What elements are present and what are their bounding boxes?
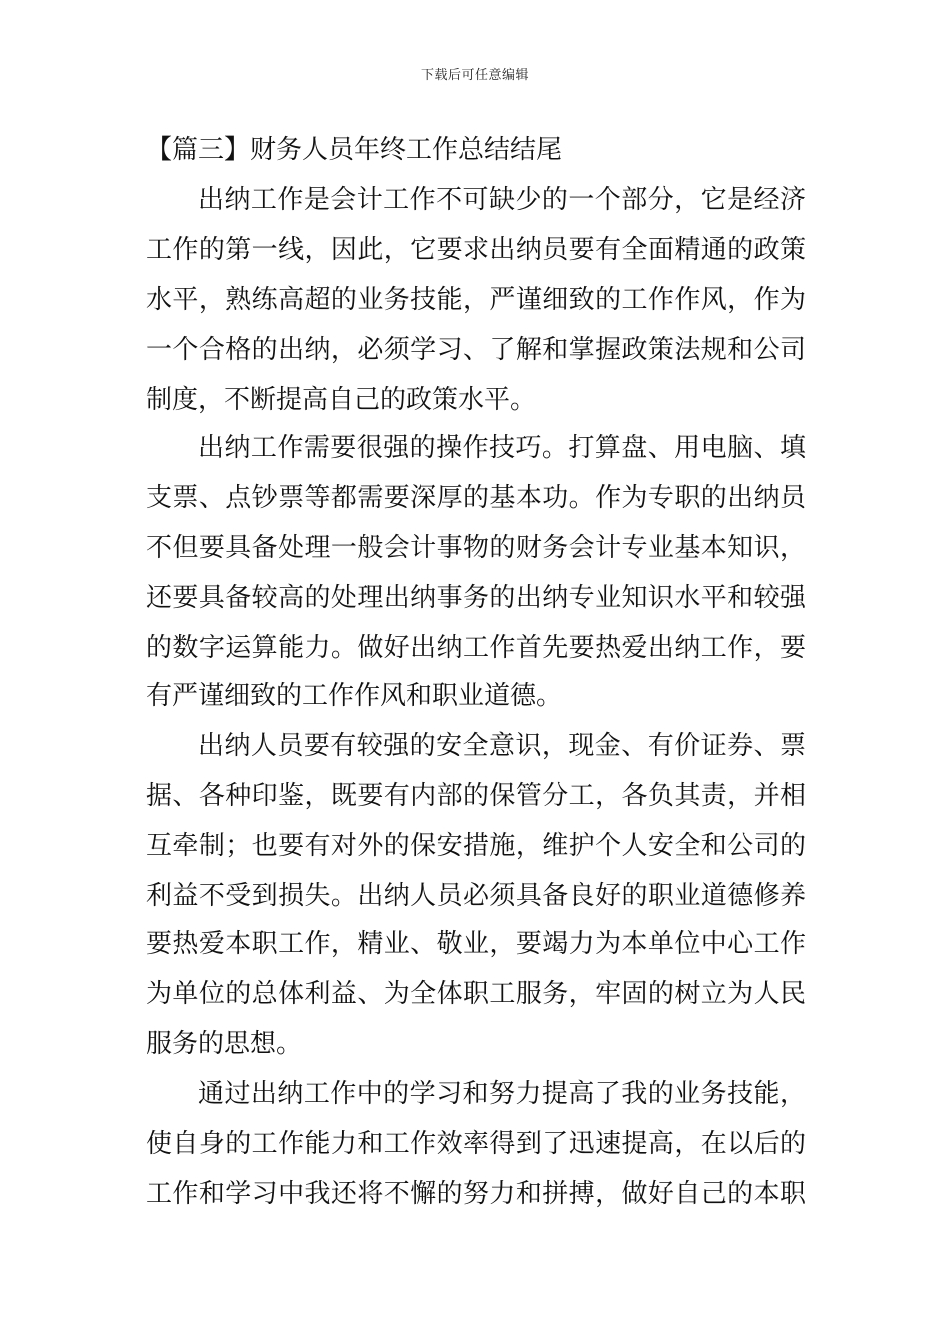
paragraph-line: 的数字运算能力。做好出纳工作首先要热爱出纳工作，要: [146, 633, 806, 663]
paragraph-line: 互牵制；也要有对外的保安措施，维护个人安全和公司的: [146, 831, 806, 861]
paragraph-line: 制度，不断提高自己的政策水平。: [146, 385, 537, 415]
paragraph-line: 水平，熟练高超的业务技能，严谨细致的工作作风，作为: [146, 285, 806, 315]
paragraph-line: 支票、点钞票等都需要深厚的基本功。作为专职的出纳员: [146, 483, 806, 513]
paragraph-line: 工作和学习中我还将不懈的努力和拼搏，做好自己的本职: [146, 1179, 806, 1209]
paragraph-line: 工作的第一线，因此，它要求出纳员要有全面精通的政策: [146, 235, 806, 265]
paragraph-line: 一个合格的出纳，必须学习、了解和掌握政策法规和公司: [146, 335, 806, 365]
paragraph-line: 利益不受到损失。出纳人员必须具备良好的职业道德修养: [146, 881, 806, 911]
document-title: 【篇三】财务人员年终工作总结结尾: [146, 135, 563, 165]
paragraph-line: 出纳人员要有较强的安全意识，现金、有价证券、票: [198, 731, 806, 761]
paragraph-line: 服务的思想。: [146, 1029, 303, 1059]
paragraph-line: 据、各种印鉴，既要有内部的保管分工，各负其责，并相: [146, 781, 806, 811]
paragraph-line: 不但要具备处理一般会计事物的财务会计专业基本知识，: [146, 533, 806, 563]
paragraph-line: 还要具备较高的处理出纳事务的出纳专业知识水平和较强: [146, 583, 806, 613]
paragraph-line: 要热爱本职工作，精业、敬业，要竭力为本单位中心工作: [146, 929, 806, 959]
paragraph-line: 使自身的工作能力和工作效率得到了迅速提高，在以后的: [146, 1129, 806, 1159]
paragraph-line: 通过出纳工作中的学习和努力提高了我的业务技能，: [198, 1079, 806, 1109]
paragraph-line: 出纳工作需要很强的操作技巧。打算盘、用电脑、填: [198, 433, 806, 463]
paragraph-line: 为单位的总体利益、为全体职工服务，牢固的树立为人民: [146, 979, 806, 1009]
paragraph-line: 出纳工作是会计工作不可缺少的一个部分，它是经济: [198, 185, 806, 215]
header-note: 下载后可任意编辑: [420, 68, 529, 83]
paragraph-line: 有严谨细致的工作作风和职业道德。: [146, 681, 563, 711]
